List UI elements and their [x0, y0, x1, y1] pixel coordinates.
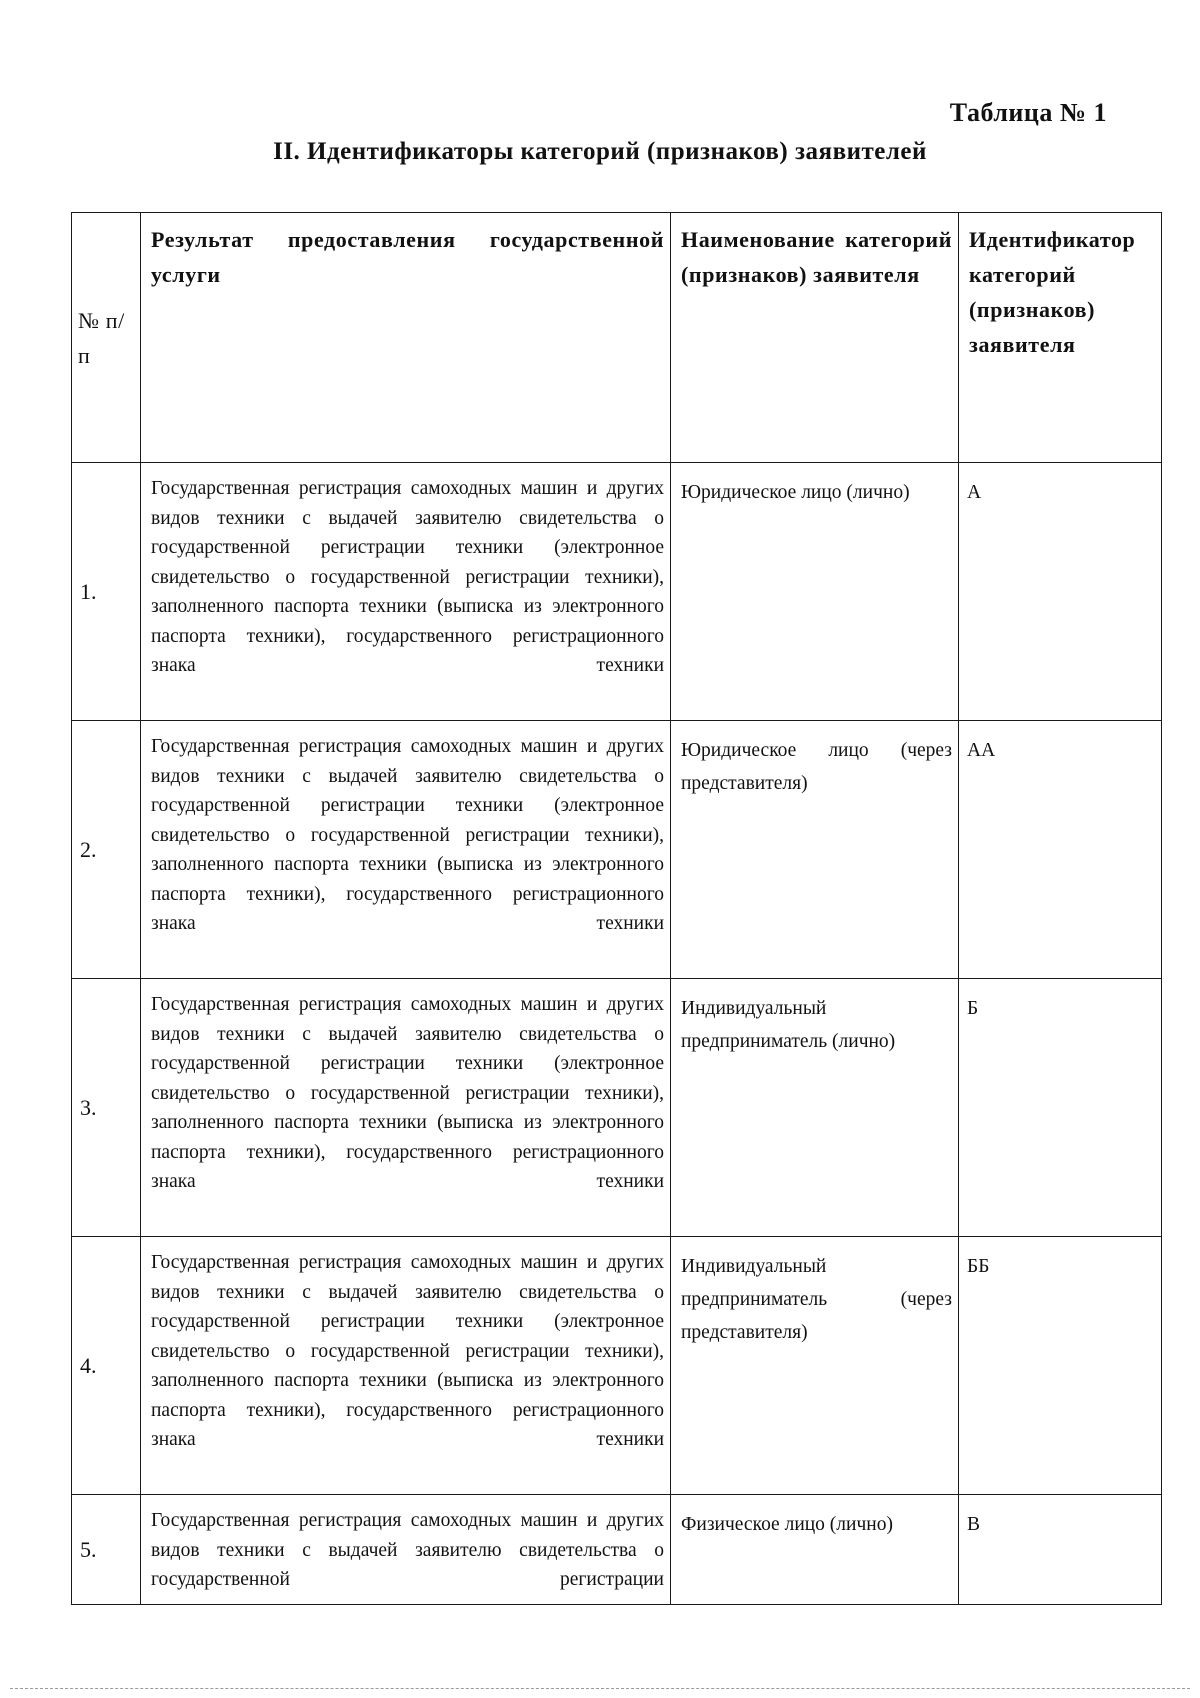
column-header-result: Результат предоставления государственной услуги [141, 213, 671, 463]
table-row [72, 979, 1162, 1237]
row-result: Государственная регистрация самоходных машин и других видов техники с выдачей заявителю свидетельства о государственной регистрации техники (электронное свидетельство о государственной регистрации техники), заполненного паспорта техники (выписка из электронного паспорта техники), государственного регистрационного знака техники [141, 1237, 671, 1495]
row-result: Государственная регистрация самоходных машин и других видов техники с выдачей заявителю свидетельства о государственной регистрации техники (электронное свидетельство о государственной регистрации техники), заполненного паспорта техники (выписка из электронного паспорта техники), государственного регистрационного знака техники [141, 979, 671, 1237]
row-identifier: А [959, 463, 1162, 721]
row-number: 5. [72, 1495, 141, 1605]
table-row [72, 463, 1162, 721]
identifiers-table [71, 212, 1162, 1605]
table-row [72, 721, 1162, 979]
row-number: 1. [72, 463, 141, 721]
row-result: Государственная регистрация самоходных машин и других видов техники с выдачей заявителю свидетельства о государственной регистрации техники (электронное свидетельство о государственной регистрации техники), заполненного паспорта техники (выписка из электронного паспорта техники), государственного регистрационного знака техники [141, 721, 671, 979]
table-row [72, 1495, 1162, 1605]
row-identifier: АА [959, 721, 1162, 979]
page-title: II. Идентификаторы категорий (признаков) заявителей [273, 138, 927, 165]
row-category: Физическое лицо (лично) [671, 1495, 959, 1605]
row-identifier: Б [959, 979, 1162, 1237]
column-header-identifier: Идентификатор категорий (признаков) заявителя [959, 213, 1162, 463]
page-bottom-rule [10, 1688, 1190, 1689]
table-header-row [72, 213, 1162, 463]
row-number: 4. [72, 1237, 141, 1495]
row-number: 2. [72, 721, 141, 979]
row-category: Юридическое лицо (через представителя) [671, 721, 959, 979]
column-header-category: Наименование категорий (признаков) заявителя [671, 213, 959, 463]
row-identifier: ББ [959, 1237, 1162, 1495]
row-result: Государственная регистрация самоходных машин и других видов техники с выдачей заявителю свидетельства о государственной регистрации техники (электронное свидетельство о государственной регистрации техники), заполненного паспорта техники (выписка из электронного паспорта техники), государственного регистрационного знака техники [141, 463, 671, 721]
row-number: 3. [72, 979, 141, 1237]
row-category: Индивидуальный предприниматель (лично) [671, 979, 959, 1237]
row-identifier: В [959, 1495, 1162, 1605]
row-category: Индивидуальный предприниматель (через представителя) [671, 1237, 959, 1495]
row-category: Юридическое лицо (лично) [671, 463, 959, 721]
column-header-number: № п/п [72, 213, 141, 463]
table-number: Таблица № 1 [949, 98, 1107, 127]
row-result: Государственная регистрация самоходных машин и других видов техники с выдачей заявителю свидетельства о государственной регистрации [141, 1495, 671, 1605]
table-row [72, 1237, 1162, 1495]
